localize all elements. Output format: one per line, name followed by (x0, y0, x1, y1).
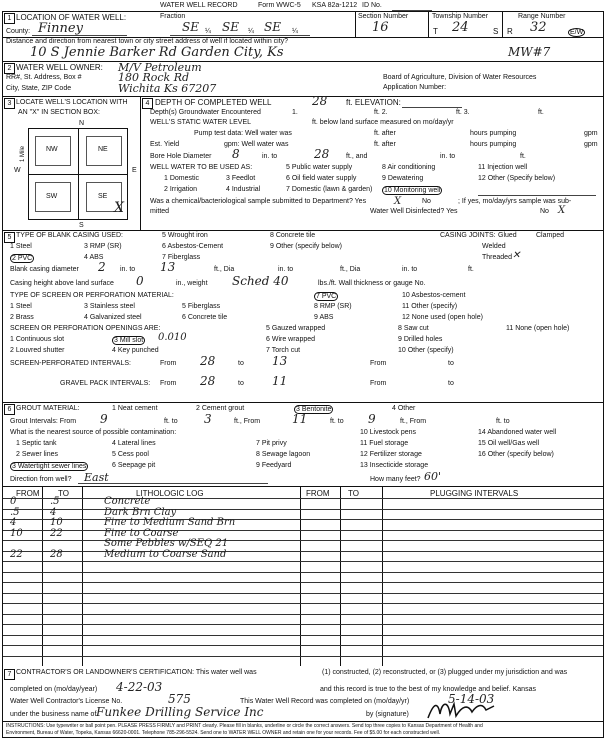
disinfected-no: No (540, 208, 549, 215)
gp-label: GRAVEL PACK INTERVALS: (60, 380, 151, 387)
openings-label: SCREEN OR PERFORATION OPENINGS ARE: (10, 325, 161, 332)
grout-ft-to: ft. to (330, 418, 344, 425)
chem-question-2: ; If yes, mo/day/yrs sample was sub- (458, 198, 572, 205)
bore-ft-and: ft., and (346, 153, 368, 160)
contam-option: 2 Sewer lines (16, 451, 59, 458)
contam-option: 11 Fuel storage (360, 440, 409, 447)
distance-label: Distance and direction from nearest town or city street address of well if located within city? (6, 38, 289, 45)
log-desc-cell: Concrete (104, 496, 151, 507)
contam-option: 8 Sewage lagoon (256, 451, 311, 458)
bore-in-to: in. to (262, 153, 278, 160)
screen-option: 6 Concrete tile (182, 314, 228, 321)
board-text: Board of Agriculture, Division of Water Resources (383, 74, 537, 81)
threaded-mark: ✕ (512, 250, 521, 261)
section-number: 7 (4, 669, 15, 680)
form-title: WATER WELL RECORD (160, 2, 238, 9)
use-option: 4 Industrial (226, 186, 261, 193)
opening-option: 8 Saw cut (398, 325, 429, 332)
height-in-weight: in., weight (176, 280, 208, 287)
chem-no: No (422, 198, 431, 205)
weight-value: Sched 40 (232, 274, 289, 288)
section-label: Section Number (358, 13, 409, 20)
log-desc-cell: Some Pebbles w/SEQ 21 (104, 538, 229, 549)
chem-question-3: mitted (150, 208, 170, 215)
contam-option: 9 Feedyard (256, 462, 292, 469)
range-label: Range Number (518, 13, 566, 20)
bore-in-to-2: in. to (440, 153, 456, 160)
use-option: 2 Irrigation (164, 186, 198, 193)
completed-rest: and this record is true to the best of my knowledge and belief. Kansas (320, 686, 536, 693)
after-label: ft. after (374, 130, 396, 137)
township-s: S (493, 27, 499, 36)
contam-option: 13 Insecticide storage (360, 462, 429, 469)
est-yield-label: Est. Yield (150, 141, 180, 148)
grout-option: 1 Neat cement (112, 405, 158, 412)
mile-label: 1 Mile (20, 145, 26, 162)
height-label: Casing height above land surface (10, 280, 114, 287)
how-many-label: How many feet? (370, 476, 421, 483)
chem-yes-mark: X (394, 196, 402, 207)
quadrant-ne: NE (98, 146, 108, 153)
casing-option: 4 ABS (84, 254, 104, 261)
fraction-label: Fraction (160, 13, 186, 20)
opening-option: 5 Gauzed wrapped (266, 325, 326, 332)
record-date-value: 5-14-03 (448, 692, 495, 706)
use-option: 8 Air conditioning (382, 164, 436, 171)
section-number: 2 (4, 63, 15, 74)
screen-option: 3 Stainless steel (84, 303, 135, 310)
section-number: 5 (4, 232, 15, 243)
casing-option: 1 Steel (10, 243, 32, 250)
section-number: 6 (4, 404, 15, 415)
business-value: Funkee Drilling Service Inc (96, 705, 264, 719)
use-option: 1 Domestic (164, 175, 200, 182)
compass-e: E (132, 167, 137, 174)
quarter-mark: ¼ (205, 28, 211, 35)
section-number: 1 (4, 13, 15, 24)
cert-text-b: (1) constructed, (2) reconstructed, or (3) plugged under my jurisdiction and was (322, 669, 568, 676)
log-header-from2: FROM (306, 489, 330, 498)
joint-option: Threaded (482, 254, 512, 261)
form-frame (2, 11, 604, 738)
locate-title-2: AN "X" IN SECTION BOX: (18, 109, 100, 116)
address-label: RR#, St. Address, Box # (6, 74, 82, 81)
to-label: to (238, 360, 244, 367)
blank-in-to-2: in. to (278, 266, 294, 273)
casing-option: 7 Fiberglass (162, 254, 201, 261)
after-label: ft. after (374, 141, 396, 148)
gw-3: ft. 3. (456, 109, 470, 116)
fraction-a: SE (182, 20, 199, 34)
opening-option: 4 Key punched (112, 347, 159, 354)
joints-label: CASING JOINTS: (440, 232, 496, 239)
grout-ft-from: ft., From (234, 418, 261, 425)
log-header-from: FROM (16, 489, 40, 498)
gp-to-value: 11 (272, 374, 288, 388)
joint-option: Glued (498, 232, 517, 239)
blank-ft-dia-2: ft., Dia (340, 266, 361, 273)
bore-value: 8 (232, 147, 240, 161)
form-number: Form WWC-5 (258, 2, 301, 9)
owner-value: M/V Petroleum (118, 61, 202, 74)
contam-option: 16 Other (specify below) (478, 451, 554, 458)
gw-1: 1. (292, 109, 298, 116)
blank-label: Blank casing diameter (10, 266, 79, 273)
use-option-selected: 10 Monitoring well (384, 187, 441, 194)
grout-ft-from: ft., From (400, 418, 427, 425)
opening-option: 11 None (open hole) (506, 325, 570, 332)
screen-option: 8 RMP (SR) (314, 303, 352, 310)
log-from-cell: 22 (10, 548, 23, 560)
contam-option: 4 Lateral lines (112, 440, 156, 447)
log-to-cell: .5 (50, 496, 60, 507)
log-desc-cell: Medium to Coarse Sand (104, 548, 227, 560)
quarter-mark: ¼ (248, 28, 254, 35)
contam-option: 14 Abandoned water well (478, 429, 557, 436)
log-desc-cell: Dark Brn Clay (104, 506, 177, 518)
contam-option: 10 Livestock pens (360, 429, 417, 436)
contam-option: 7 Pit privy (256, 440, 287, 447)
to-label: to (448, 380, 454, 387)
screen-option: 11 Other (specify) (402, 303, 458, 310)
business-label: under the business name of (10, 711, 97, 718)
record-label: This Water Well Record was completed on (mo/day/yr) (240, 698, 410, 705)
completed-label: completed on (mo/day/year) (10, 686, 98, 693)
distance-value: 10 S Jennie Barker Rd Garden City, Ks (30, 45, 284, 60)
township-label: Township Number (432, 13, 489, 20)
direction-value: East (84, 471, 109, 484)
city-label: City, State, ZIP Code (6, 85, 72, 92)
township-value: 24 (452, 20, 469, 35)
groundwater-label: Depth(s) Groundwater Encountered (150, 109, 261, 116)
grout-label: GROUT MATERIAL: (16, 405, 80, 412)
blank-ft-dia: ft., Dia (214, 266, 235, 273)
contam-option: 5 Cess pool (112, 451, 149, 458)
opening-option: 9 Drilled holes (398, 336, 443, 343)
grout-option: 4 Other (392, 405, 416, 412)
grout-to-1: 3 (204, 412, 212, 426)
screen-option: 9 ABS (314, 314, 334, 321)
casing-label: TYPE OF BLANK CASING USED: (16, 232, 123, 239)
log-to-cell: 10 (50, 517, 63, 528)
log-desc-cell: Fine to Medium Sand Brn (104, 517, 236, 528)
location-mark: X (114, 200, 124, 216)
completed-value: 4-22-03 (116, 680, 163, 694)
to-label: to (448, 360, 454, 367)
use-option: 12 Other (Specify below) (478, 175, 556, 182)
log-to-cell: 28 (50, 548, 63, 560)
gpm-well-water: gpm: Well water was (224, 141, 289, 148)
opening-option: 10 Other (specify) (398, 347, 454, 354)
from-label: From (160, 380, 177, 387)
log-desc-cell: Fine to Coarse (104, 527, 179, 539)
opening-option-selected: 3 Mill slot (114, 337, 144, 344)
height-value: 0 (136, 274, 144, 288)
use-option: 3 Feedlot (226, 175, 256, 182)
screen-option: 12 None used (open hole) (402, 314, 483, 321)
compass-n: N (79, 120, 85, 127)
screen-option-selected: 7 PVC (316, 293, 337, 300)
grout-intervals-label: Grout Intervals: From (10, 418, 77, 425)
log-to-cell: 22 (50, 527, 63, 539)
log-header-to2: TO (348, 489, 359, 498)
compass-w: W (14, 167, 21, 174)
from-label: From (160, 360, 177, 367)
log-from-cell: 4 (10, 517, 17, 528)
use-option: 6 Oil field water supply (286, 175, 357, 182)
contam-option: 1 Septic tank (16, 440, 57, 447)
screen-option: 1 Steel (10, 303, 32, 310)
locate-title: LOCATE WELL'S LOCATION WITH (16, 99, 128, 106)
city-value: Wichita Ks 67207 (118, 82, 217, 95)
log-header-plug: PLUGGING INTERVALS (430, 489, 519, 498)
quadrant-sw: SW (46, 193, 58, 200)
how-many-value: 60' (424, 470, 442, 483)
screen-option: 10 Asbestos-cement (402, 292, 466, 299)
contam-option: 15 Oil well/Gas well (478, 440, 540, 447)
use-label: WELL WATER TO BE USED AS: (150, 164, 253, 171)
casing-option: 9 Other (specify below) (270, 243, 342, 250)
quadrant-se: SE (98, 193, 108, 200)
sp-from-value: 28 (200, 354, 216, 368)
depth-value: 28 (312, 94, 328, 108)
disinfected-no-mark: X (558, 205, 566, 216)
bore-ft: ft. (520, 153, 526, 160)
screen-option: 4 Galvanized steel (84, 314, 142, 321)
lbs-label: lbs./ft. Wall thickness or gauge No. (318, 280, 426, 287)
cert-text-a: CONTRACTOR'S OR LANDOWNER'S CERTIFICATION: This water well was (16, 669, 257, 676)
gp-from-value: 28 (200, 374, 216, 388)
id-label: ID No. (362, 2, 382, 9)
log-from-cell: 10 (10, 527, 23, 539)
fraction-b: SE (222, 20, 239, 34)
bore-to-value: 28 (314, 147, 330, 161)
casing-option-selected: 2 PVC (12, 255, 33, 262)
casing-option: 6 Asbestos-Cement (162, 243, 224, 250)
township-t: T (433, 27, 438, 36)
quarter-mark: ¼ (292, 28, 298, 35)
static-rest: ft. below land surface measured on mo/day/yr (312, 119, 454, 126)
opening-option: 6 Wire wrapped (266, 336, 316, 343)
application-label: Application Number: (383, 84, 447, 91)
screen-label: TYPE OF SCREEN OR PERFORATION MATERIAL: (10, 292, 174, 299)
compass-s: S (79, 222, 84, 229)
grout-ft-to: ft. to (164, 418, 178, 425)
use-option: 7 Domestic (lawn & garden) (286, 186, 373, 193)
grout-option: 2 Cement grout (196, 405, 245, 412)
owner-label: WATER WELL OWNER: (16, 63, 103, 72)
joint-option: Clamped (536, 232, 565, 239)
static-label: WELL'S STATIC WATER LEVEL (150, 119, 252, 126)
opening-option: 1 Continuous slot (10, 336, 65, 343)
range-ew: E/W (570, 29, 584, 36)
log-from-cell: .5 (10, 506, 20, 518)
blank-to-value: 13 (160, 260, 176, 274)
county-value: Finney (38, 21, 83, 36)
hours-label: hours pumping (470, 141, 517, 148)
casing-option: 5 Wrought iron (162, 232, 208, 239)
grout-from-1: 9 (100, 412, 108, 426)
gw-2: ft. 2. (374, 109, 388, 116)
use-option: 5 Public water supply (286, 164, 353, 171)
from-label: From (370, 380, 387, 387)
quadrant-nw: NW (46, 146, 58, 153)
blank-in-to: in. to (120, 266, 136, 273)
license-label: Water Well Contractor's License No. (10, 698, 123, 705)
address-value: 180 Rock Rd (118, 71, 190, 84)
screen-option: 5 Fiberglass (182, 303, 221, 310)
log-header-to: TO (58, 489, 69, 498)
range-r: R (507, 27, 513, 36)
to-label: to (238, 380, 244, 387)
grout-ft-to: ft. to (496, 418, 510, 425)
gpm-label: gpm (584, 141, 598, 148)
joint-option: Welded (482, 243, 506, 250)
bore-label: Bore Hole Diameter (150, 153, 212, 160)
blank-dia-value: 2 (98, 260, 106, 274)
fraction-c: SE (264, 20, 281, 34)
disinfected-label: Water Well Disinfected? Yes (370, 208, 458, 215)
instructions-1: INSTRUCTIONS: Use typewriter or ball point pen. PLEASE PRESS FIRMLY and PRINT clearly. Please fill in blanks, underline or circle the correct answers. Send top three copies to Kansas Department of Health and (6, 723, 483, 729)
direction-label: Direction from well? (10, 476, 72, 483)
hours-label: hours pumping (470, 130, 517, 137)
use-option: 11 Injection well (478, 164, 528, 171)
county-label: County: (6, 28, 31, 35)
opening-option: 7 Torch cut (266, 347, 301, 354)
section-number: 4 (142, 98, 153, 109)
gpm-label: gpm (584, 130, 598, 137)
sp-label: SCREEN-PERFORATED INTERVALS: (10, 360, 131, 367)
range-value: 32 (530, 20, 547, 35)
license-value: 575 (168, 692, 191, 706)
well-id: MW#7 (508, 45, 551, 59)
log-from-cell: 0 (10, 496, 17, 507)
signature-label: by (signature) (366, 711, 409, 718)
opening-option: 2 Louvred shutter (10, 347, 65, 354)
pump-test-label: Pump test data: Well water was (194, 130, 292, 137)
section-value: 16 (372, 20, 389, 35)
section-number: 3 (4, 98, 15, 109)
mill-slot-value: 0.010 (158, 332, 187, 343)
use-option: 9 Dewatering (382, 175, 424, 182)
gw-ft: ft. (538, 109, 544, 116)
log-to-cell: 4 (50, 506, 57, 518)
sp-to-value: 13 (272, 354, 288, 368)
contam-option-selected: 3 Watertight sewer lines (12, 463, 87, 470)
depth-label: DEPTH OF COMPLETED WELL (155, 98, 272, 107)
contam-option: 12 Fertilizer storage (360, 451, 422, 458)
grout-to-2: 9 (368, 412, 376, 426)
blank-ft: ft. (468, 266, 474, 273)
contamination-label: What is the nearest source of possible contamination: (10, 429, 177, 436)
screen-option: 2 Brass (10, 314, 34, 321)
blank-in-to-3: in. to (402, 266, 418, 273)
elevation-label: ft. ELEVATION: (346, 98, 401, 107)
grout-from-2: 11 (292, 412, 308, 426)
ksa-ref: KSA 82a-1212 (312, 2, 358, 9)
from-label: From (370, 360, 387, 367)
signature (424, 698, 504, 722)
contam-option: 6 Seepage pit (112, 462, 156, 469)
instructions-2: Environment, Bureau of Water, Topeka, Kansas 66620-0001. Telephone 785-296-5524. Send one to WATER WELL OWNER and retain one for your records. Fee of $5.00 for each constructed well. (6, 730, 441, 736)
casing-option: 8 Concrete tile (270, 232, 316, 239)
location-label: LOCATION OF WATER WELL: (16, 13, 127, 22)
chem-question: Was a chemical/bacteriological sample submitted to Department? Yes (150, 198, 367, 205)
log-header-litho: LITHOLOGIC LOG (136, 489, 204, 498)
grout-option-selected: 3 Bentonite (296, 406, 332, 413)
casing-option: 3 RMP (SR) (84, 243, 122, 250)
